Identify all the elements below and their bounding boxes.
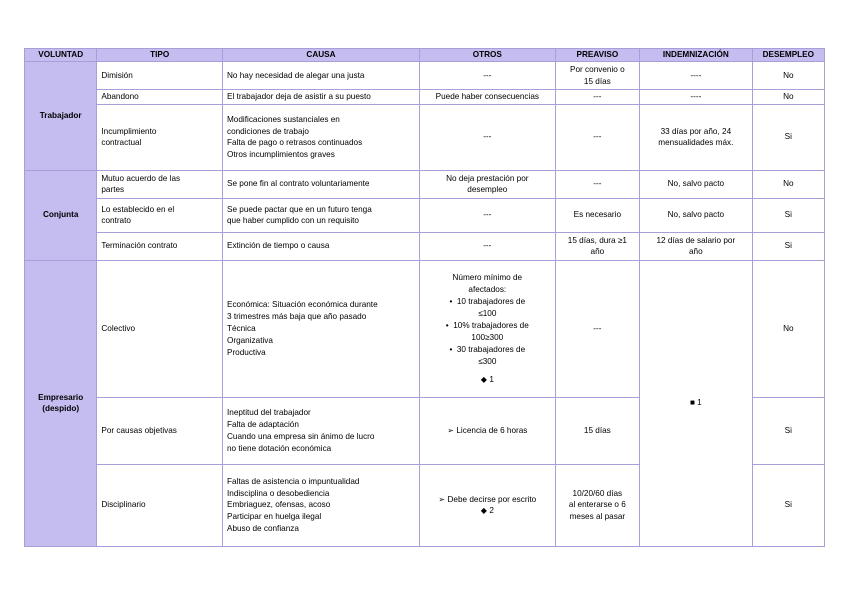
causa-cell: Se puede pactar que en un futuro tenga que haber cumplido con un requisito <box>222 198 419 232</box>
header-preaviso: PREAVISO <box>555 49 639 62</box>
causa-cell: Se pone fin al contrato voluntariamente <box>222 170 419 198</box>
list-item: • 10% trabajadores de <box>445 320 529 330</box>
desempleo-cell: Si <box>752 232 824 260</box>
tipo-cell: Incumplimiento contractual <box>97 104 223 170</box>
desempleo-cell: Si <box>752 104 824 170</box>
arrow-icon: ➢ <box>447 425 455 435</box>
preaviso-cell: --- <box>555 90 639 105</box>
group-empresario: Empresario (despido) <box>25 260 97 546</box>
tipo-cell: Disciplinario <box>97 464 223 546</box>
preaviso-cell: 15 días, dura ≥1 año <box>555 232 639 260</box>
table-row <box>25 90 825 105</box>
tipo-cell: Terminación contrato <box>97 232 223 260</box>
header-voluntad: VOLUNTAD <box>25 49 97 62</box>
causa-cell: Modificaciones sustanciales en condiciones de trabajo Falta de pago o retrasos continuados Otros incumplimientos graves <box>222 104 419 170</box>
group-conjunta: Conjunta <box>25 170 97 260</box>
desempleo-cell: No <box>752 90 824 105</box>
header-desempleo: DESEMPLEO <box>752 49 824 62</box>
table-row <box>25 260 825 397</box>
otros-cell: Número mínimo de afectados: • 10 trabajadores de ≤100 • 10% trabajadores de 100≥300 • 30 trabajadores de ≤300 ◆ 1 <box>419 260 555 397</box>
diamond-icon: ◆ <box>480 506 488 516</box>
header-tipo: TIPO <box>97 49 223 62</box>
tipo-cell: Abandono <box>97 90 223 105</box>
table-row <box>25 232 825 260</box>
group-trabajador: Trabajador <box>25 62 97 171</box>
causa-cell: Extinción de tiempo o causa <box>222 232 419 260</box>
table-row <box>25 104 825 170</box>
indemnizacion-cell: ---- <box>640 90 753 105</box>
footnote-ref: 2 <box>489 506 494 516</box>
table-row <box>25 62 825 90</box>
table-row <box>25 170 825 198</box>
preaviso-cell: 10/20/60 días al enterarse o 6 meses al pasar <box>555 464 639 546</box>
footnote-ref: 1 <box>489 374 494 384</box>
tipo-cell: Colectivo <box>97 260 223 397</box>
indemnizacion-cell: No, salvo pacto <box>640 170 753 198</box>
otros-cell: --- <box>419 232 555 260</box>
diamond-icon: ◆ <box>480 374 488 384</box>
footnote-ref: 1 <box>697 398 702 408</box>
tipo-cell: Lo establecido en el contrato <box>97 198 223 232</box>
otros-cell: --- <box>419 62 555 90</box>
desempleo-cell: Si <box>752 198 824 232</box>
otros-cell: --- <box>419 104 555 170</box>
list-item: • 30 trabajadores de <box>449 344 526 354</box>
indemnizacion-cell: 33 días por año, 24 mensualidades máx. <box>640 104 753 170</box>
bullet-icon: • <box>449 297 453 307</box>
header-row <box>25 49 825 62</box>
preaviso-cell: Por convenio o 15 días <box>555 62 639 90</box>
desempleo-cell: No <box>752 62 824 90</box>
bullet-icon: • <box>445 320 449 330</box>
tipo-cell: Dimisión <box>97 62 223 90</box>
indemnizacion-cell: No, salvo pacto <box>640 198 753 232</box>
square-icon: ■ <box>689 398 695 408</box>
header-causa: CAUSA <box>222 49 419 62</box>
desempleo-cell: Si <box>752 464 824 546</box>
preaviso-cell: --- <box>555 170 639 198</box>
tipo-cell: Por causas objetivas <box>97 397 223 464</box>
preaviso-cell: 15 días <box>555 397 639 464</box>
otros-cell: ➢ Licencia de 6 horas <box>419 397 555 464</box>
tipo-cell: Mutuo acuerdo de las partes <box>97 170 223 198</box>
header-indemnizacion: INDEMNIZACIÓN <box>640 49 753 62</box>
indemnizacion-cell-empresario <box>640 260 753 546</box>
list-item: • 10 trabajadores de <box>449 297 526 307</box>
otros-cell: No deja prestación por desempleo <box>419 170 555 198</box>
causa-cell: Faltas de asistencia o impuntualidad Indisciplina o desobediencia Embriaguez, ofensas, acoso Participar en huelga ilegal Abuso de confianza <box>222 464 419 546</box>
bullet-icon: • <box>449 344 453 354</box>
despido-table <box>24 48 825 547</box>
desempleo-cell: Si <box>752 397 824 464</box>
desempleo-cell: No <box>752 260 824 397</box>
preaviso-cell: Es necesario <box>555 198 639 232</box>
indemnizacion-cell: ---- <box>640 62 753 90</box>
otros-cell: Puede haber consecuencias <box>419 90 555 105</box>
indemnizacion-cell: 12 días de salario por año <box>640 232 753 260</box>
desempleo-cell: No <box>752 170 824 198</box>
causa-cell: Económica: Situación económica durante 3 trimestres más baja que año pasado Técnica Organizativa Productiva <box>222 260 419 397</box>
causa-cell: No hay necesidad de alegar una justa <box>222 62 419 90</box>
causa-cell: Ineptitud del trabajador Falta de adaptación Cuando una empresa sin ánimo de lucro no tiene dotación económica <box>222 397 419 464</box>
otros-cell: --- <box>419 198 555 232</box>
causa-cell: El trabajador deja de asistir a su puesto <box>222 90 419 105</box>
preaviso-cell: --- <box>555 104 639 170</box>
preaviso-cell: --- <box>555 260 639 397</box>
table-row <box>25 198 825 232</box>
arrow-icon: ➢ <box>438 494 446 504</box>
header-otros: OTROS <box>419 49 555 62</box>
otros-cell: ➢ Debe decirse por escrito ◆ 2 <box>419 464 555 546</box>
